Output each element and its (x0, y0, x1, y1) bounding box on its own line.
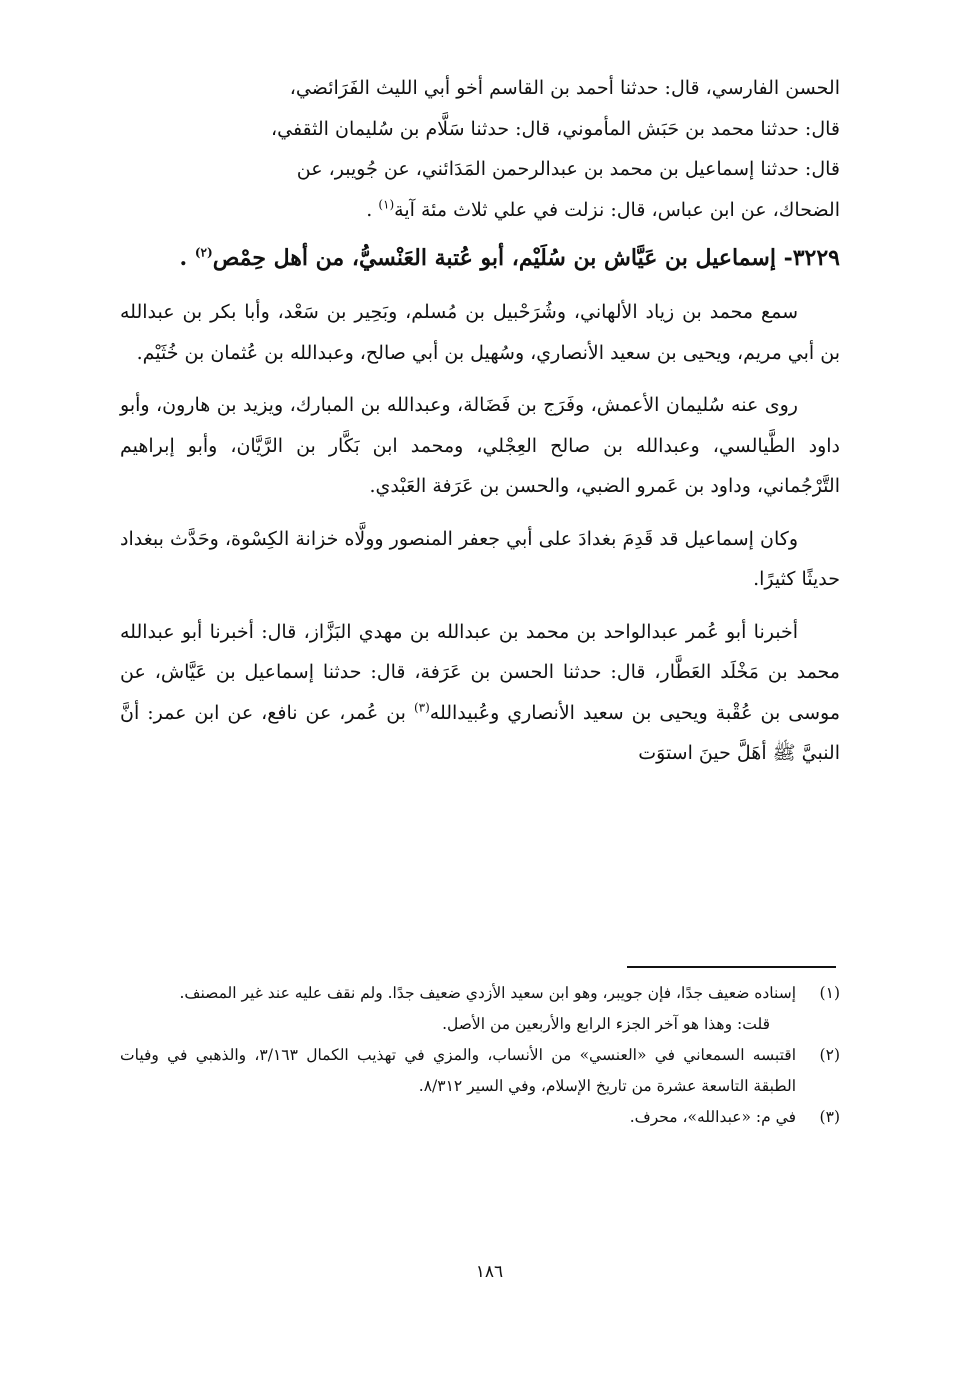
footnote-ref[interactable]: (٣) (413, 700, 430, 715)
main-text (120, 68, 840, 774)
page-number: ١٨٦ (475, 1262, 504, 1282)
footnote-ref[interactable]: (٢) (194, 245, 213, 260)
footnote-1 (120, 978, 840, 1009)
text-run: . (179, 245, 195, 271)
footnote-text: قلت: وهذا هو آخر الجزء الرابع والأربعين من الأصل. (442, 1015, 770, 1033)
footnote-ref[interactable]: (١) (378, 197, 395, 212)
heading-text: ٣٢٢٩- إسماعيل بن عَيَّاش بن سُلَيْم، أبو عُتبة العَنْسيُّ، من أهل حِمْص (212, 245, 840, 271)
footnote-divider (627, 966, 836, 968)
text-line: قال: حدثنا إسماعيل بن محمد بن عبدالرحمن المَدَائني، عن جُويبر، عن (296, 158, 840, 180)
entry-heading (120, 236, 840, 280)
footnote-number: (٣) (819, 1108, 840, 1126)
text-line: قال: حدثنا محمد بن حَبَش المأموني، قال: حدثنا سَلَّام بن سُليمان الثقفي، (270, 117, 840, 140)
text-run: أخبرنا أبو عُمر عبدالواحد بن محمد بن عبدالله بن مهدي البَزَّاز، قال: أخبرنا أبو عبدالله محمد بن مَخْلَد العَطَّار، قال: حدثنا الحسن بن عَرَفة، قال: حدثنا إسماعيل بن عَيَّاش، عن موسى بن عُقْبة ويحيى بن سعيد الأنصاري وعُبيدالله (120, 620, 840, 724)
paragraph-narrated-by: روى عنه سُليمان الأعمش، وفَرَج بن فَضَالة، وعبدالله بن المبارك، ويزيد بن هارون، وأبو داود الطَّيالسي، وعبدالله بن صالح العِجْلي، ومحمد ابن بَكَّار بن الرَّيَّان، وأبو إبراهيم التَّرْجُماني، وداود بن عَمرو الضبي، والحسن بن عَرَفة العَبْدي. (120, 394, 840, 497)
footnote-1-note (120, 1009, 840, 1040)
text-line: الحسن الفارسي، قال: حدثنا أحمد بن القاسم أخو أبي الليث الفَرَائضي، (289, 77, 840, 99)
footnote-3 (120, 1102, 840, 1133)
footnote-text: في م: «عبدالله»، محرف. (629, 1108, 796, 1126)
paragraph-baghdad: وكان إسماعيل قد قَدِمَ بغدادَ على أبي جعفر المنصور وولَّاه خزانة الكِسْوة، وحَدَّث ببغداد حديثًا كثيرًا. (120, 527, 840, 590)
footnote-2 (120, 1040, 840, 1102)
footnote-number: (٢) (819, 1046, 840, 1064)
paragraph-isnad (120, 612, 840, 774)
paragraph-heard-from: سمع محمد بن زياد الألهاني، وشُرَحْبيل بن مُسلم، وبَحِير بن سَعْد، وأبا بكر بن عبدالله بن أبي مريم، ويحيى بن سعيد الأنصاري، وسُهيل بن أبي صالح، وعبدالله بن عُثمان بن خُثَيْم. (120, 301, 840, 364)
footnote-number: (١) (819, 984, 840, 1002)
footnote-text: إسناده ضعيف جدًا، فإن جويبر، وهو ابن سعيد الأزدي ضعيف جدًا. ولم نقف عليه عند غير المصنف. (179, 984, 796, 1002)
text-run: بن عُمر، عن نافع، عن ابن عمر: أنَّ النبيَّ ﷺ أهَلَّ حينَ استوَت (120, 701, 840, 764)
text-run: الضحاك، عن ابن عباس، قال: نزلت في علي ثلاث مئة آية (394, 198, 840, 221)
footnotes (120, 978, 840, 1133)
footnote-text: اقتبسه السمعاني في «العنسي» من الأنساب، والمزي في تهذيب الكمال ٣/١٦٣، والذهبي في وفيات الطبقة التاسعة عشرة من تاريخ الإسلام، وفي السير ٨/٣١٢. (120, 1046, 797, 1095)
text-run: . (366, 198, 379, 221)
text-line (120, 190, 840, 231)
